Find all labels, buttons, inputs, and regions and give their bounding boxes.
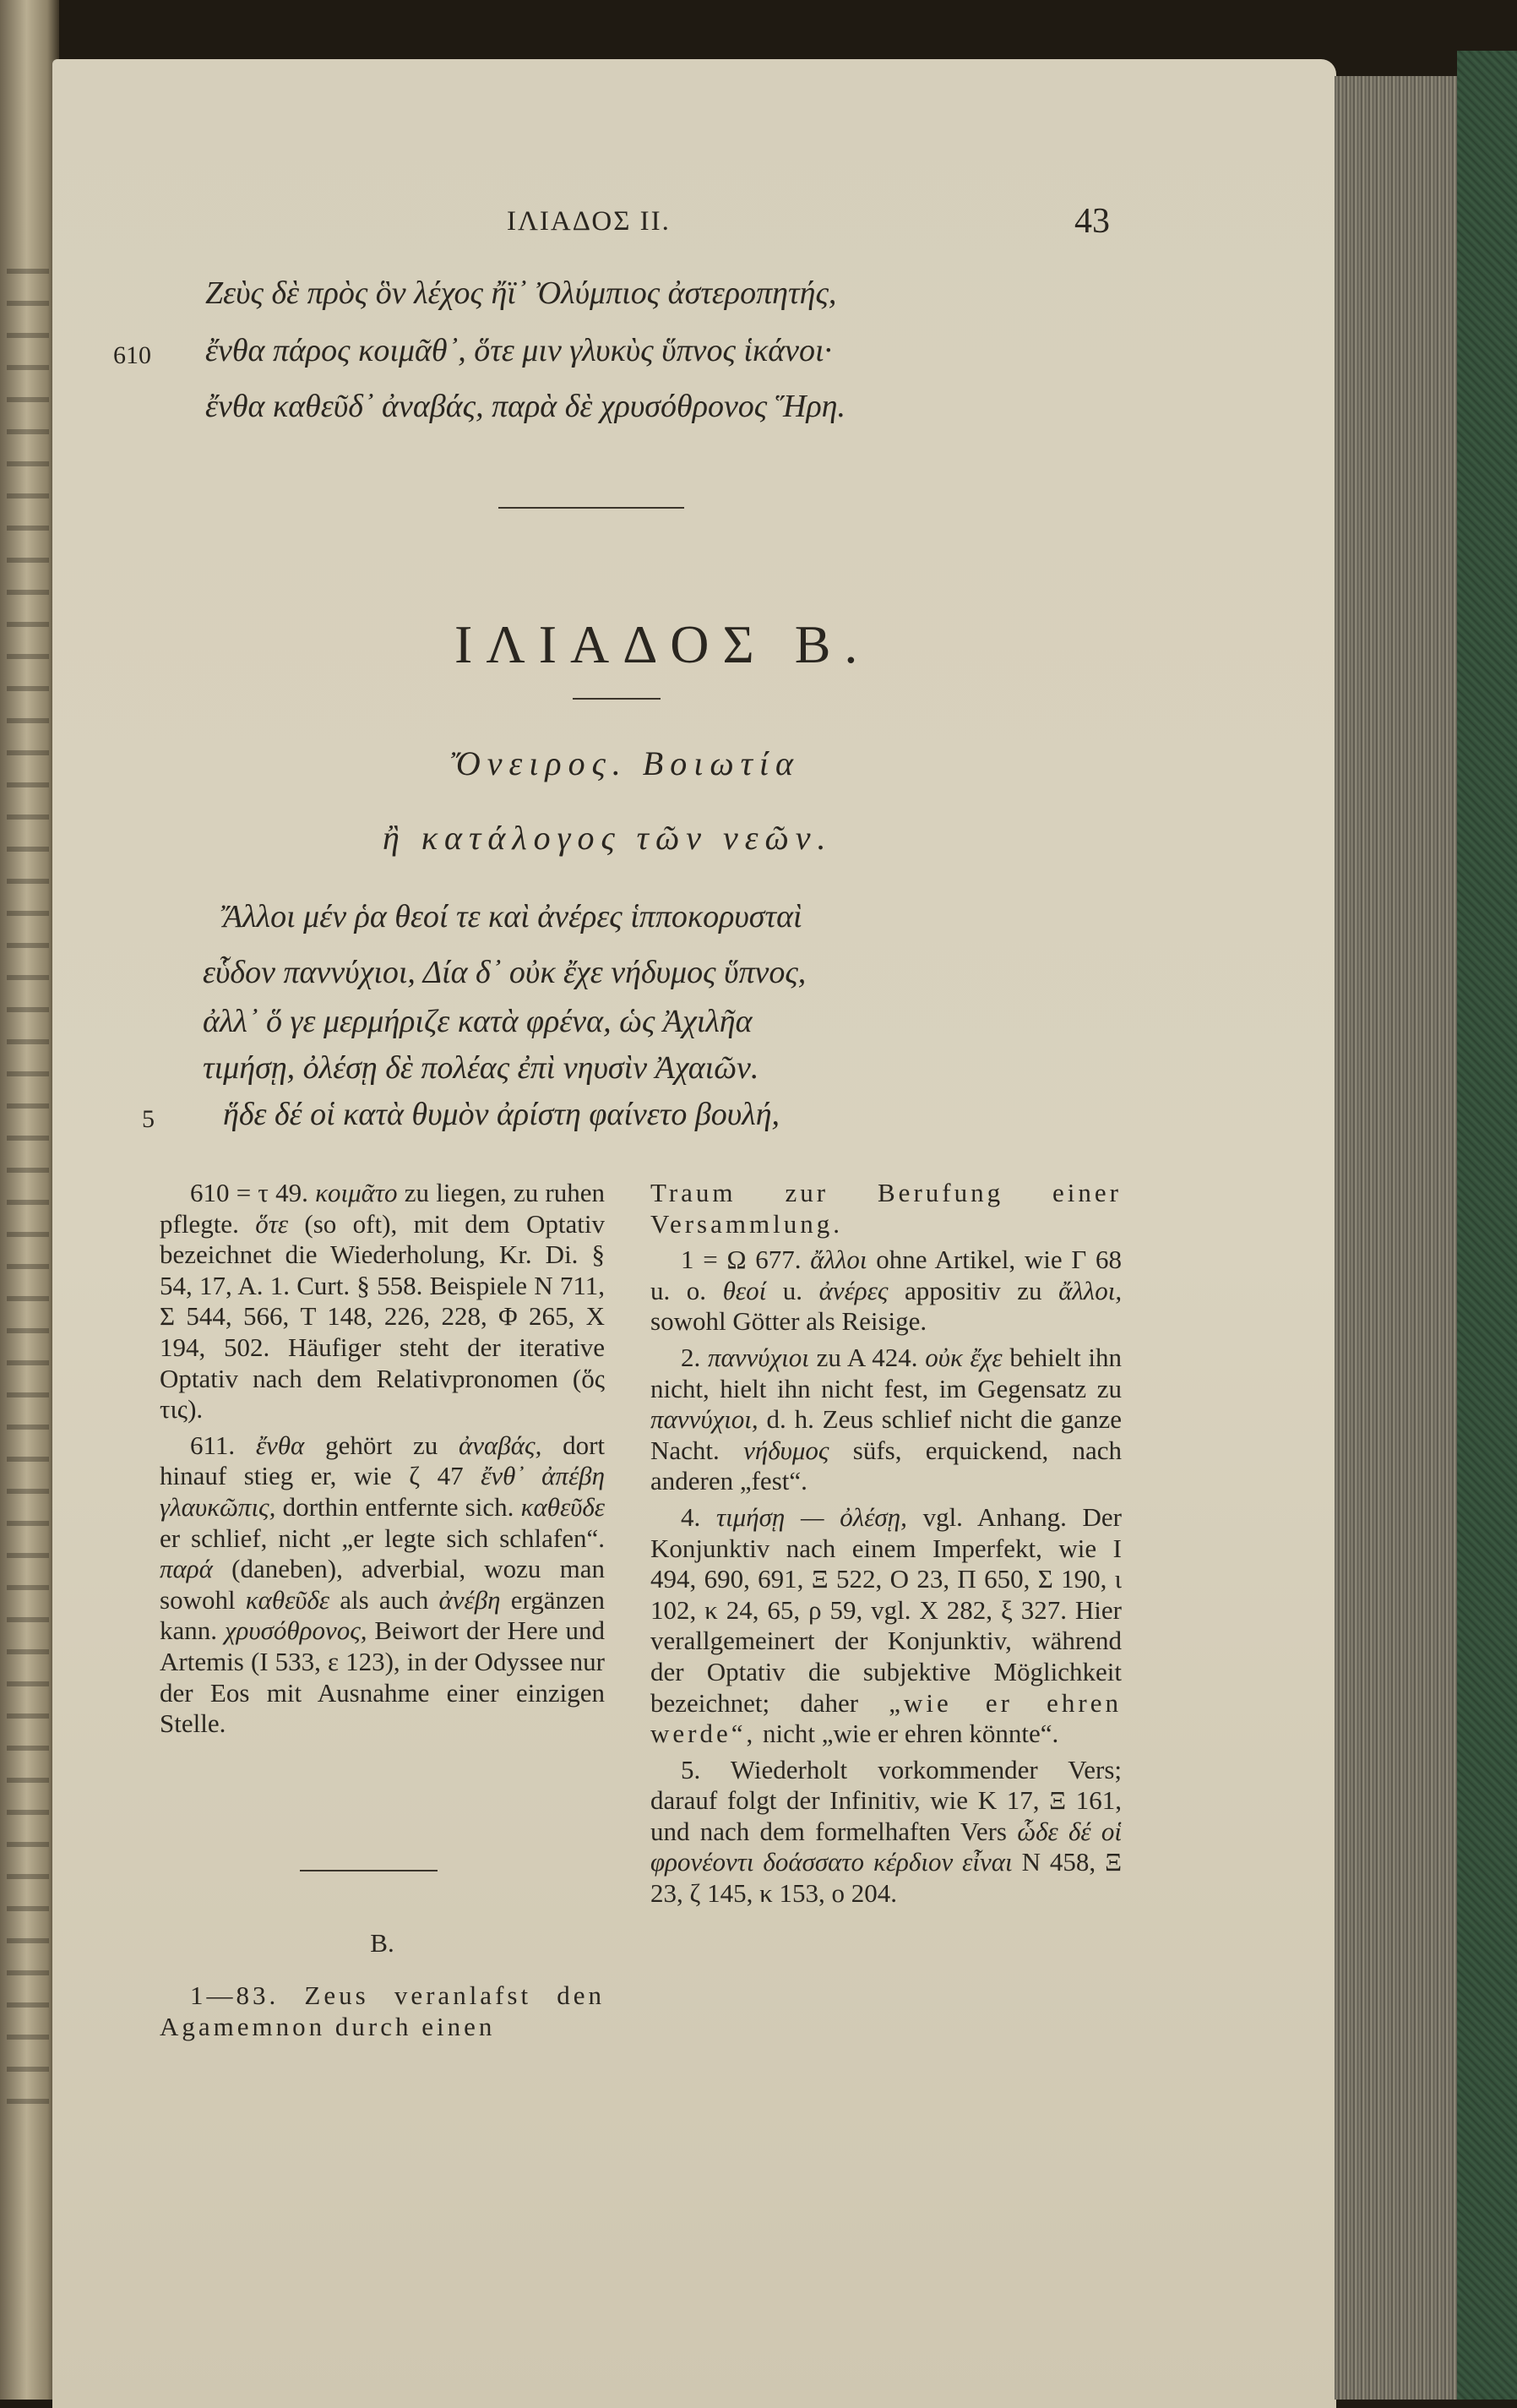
left-page-text-bleed [7, 253, 49, 2112]
title-rule [573, 698, 661, 700]
book-subtitle-2: ἢ κατάλογος τῶν νεῶν. [383, 819, 833, 857]
running-title: ΙΛΙΑΔΟΣ II. [507, 206, 671, 237]
commentary-right [650, 1178, 1122, 1910]
book-cover [1457, 51, 1517, 2400]
verse-b1: Ἄλλοι μέν ῥα θεοί τε καὶ ἀνέρες ἱπποκορυσταὶ [223, 899, 802, 934]
verse-b5: ἥδε δέ οἱ κατὰ θυμὸν ἀρίστη φαίνετο βουλή, [223, 1097, 780, 1132]
verse-609: Ζεὺς δὲ πρὸς ὃν λέχος ἤϊ᾽ Ὀλύμπιος ἀστεροπητής, [205, 275, 837, 311]
page-number: 43 [1074, 202, 1110, 241]
note-5: 5. Wiederholt vorkommender Vers; darauf folgt der Infinitiv, wie K 17, Ξ 161, und nach dem formelhaften Vers ὧδε δέ οἱ φρονέοντι δοάσσατο κέρδιον εἶναι N 458, Ξ 23, ζ 145, κ 153, ο 204. [650, 1754, 1122, 1909]
note-1-83: 1—83. Zeus veranlafst den Agamemnon durch einen [160, 1980, 605, 2041]
commentary-rule [300, 1870, 438, 1871]
commentary-heading-b: B. [370, 1928, 394, 1958]
note-611: 611. ἔνθα gehört zu ἀναβάς, dort hinauf stieg er, wie ζ 47 ἔνθ᾽ ἀπέβη γλαυκῶπις, dorthin entfernte sich. καθεῦδε er schlief, nicht „er legte sich schlafen“. παρά (daneben), adverbial, wozu man sowohl καθεῦδε als auch ἀνέβη ergänzen kann. χρυσόθρονος, Beiwort der Here und Artemis (I 533, ε 123), in der Odyssee nur der Eos mit Ausnahme einer einzigen Stelle. [160, 1430, 606, 1739]
book-subtitle-1: Ὄνειρος. Βοιωτία [451, 744, 801, 782]
section-rule-top [498, 507, 684, 509]
note-intro-continued: Traum zur Berufung einer Versammlung. [650, 1178, 1122, 1239]
note-4: 4. τιμήσῃ — ὀλέσῃ, vgl. Anhang. Der Konjunktiv nach einem Imperfekt, wie I 494, 690, 691, Ξ 522, O 23, Π 650, Σ 190, ι 102, κ 24, 65, ρ 59, vgl. X 282, ξ 327. Hier verallgemeinert der Konjunktiv, während der Optativ die subjektive Möglichkeit bezeichnet; daher „wie er ehren werde“, nicht „wie er ehren könnte“. [650, 1501, 1123, 1749]
verse-611: ἔνθα καθεῦδ᾽ ἀναβάς, παρὰ δὲ χρυσόθρονος Ἥρη. [205, 389, 846, 424]
verse-610: ἔνθα πάρος κοιμᾶθ᾽, ὅτε μιν γλυκὺς ὕπνος ἱκάνοι· [205, 333, 833, 368]
left-page-edge [0, 0, 59, 2400]
commentary-intro [160, 1980, 605, 2042]
note-1: 1 = Ω 677. ἄλλοι ohne Artikel, wie Γ 68 u. o. θεοί u. ἀνέρες appositiv zu ἄλλοι, sowohl Götter als Reisige. [650, 1245, 1123, 1337]
note-610: 610 = τ 49. κοιμᾶτο zu liegen, zu ruhen pflegte. ὅτε (so oft), mit dem Optativ bezeichnet die Wiederholung, Kr. Di. § 54, 17, A. 1. Curt. § 558. Beispiele N 711, Σ 544, 566, T 148, 226, 228, Φ 265, X 194, 502. Häufiger steht der iterative Optativ nach dem Relativpronomen (ὅς τις). [160, 1178, 606, 1425]
page-block-edges [1335, 76, 1461, 2400]
verse-b3: ἀλλ᾽ ὅ γε μερμήριζε κατὰ φρένα, ὡς Ἀχιλῆα [203, 1004, 753, 1039]
note-2: 2. παννύχιοι zu A 424. οὐκ ἔχε behielt ihn nicht, hielt ihn nicht fest, im Gegensatz zu παννύχιοι, d. h. Zeus schlief nicht die ganze Nacht. νήδυμος süfs, erquickend, nach anderen „fest“. [650, 1342, 1123, 1496]
verse-b2: εὗδον παννύχιοι, Δία δ᾽ οὐκ ἔχε νήδυμος ὕπνος, [203, 955, 807, 990]
commentary-left [160, 1178, 605, 1740]
line-number-5: 5 [142, 1105, 155, 1133]
commentary-b-heading [160, 1928, 605, 1959]
verse-b4: τιμήσῃ, ὀλέσῃ δὲ πολέας ἐπὶ νηυσὶν Ἀχαιῶν. [203, 1050, 759, 1086]
book-title: ΙΛΙΑΔΟΣ Β. [454, 614, 872, 674]
line-number-610: 610 [113, 341, 151, 369]
